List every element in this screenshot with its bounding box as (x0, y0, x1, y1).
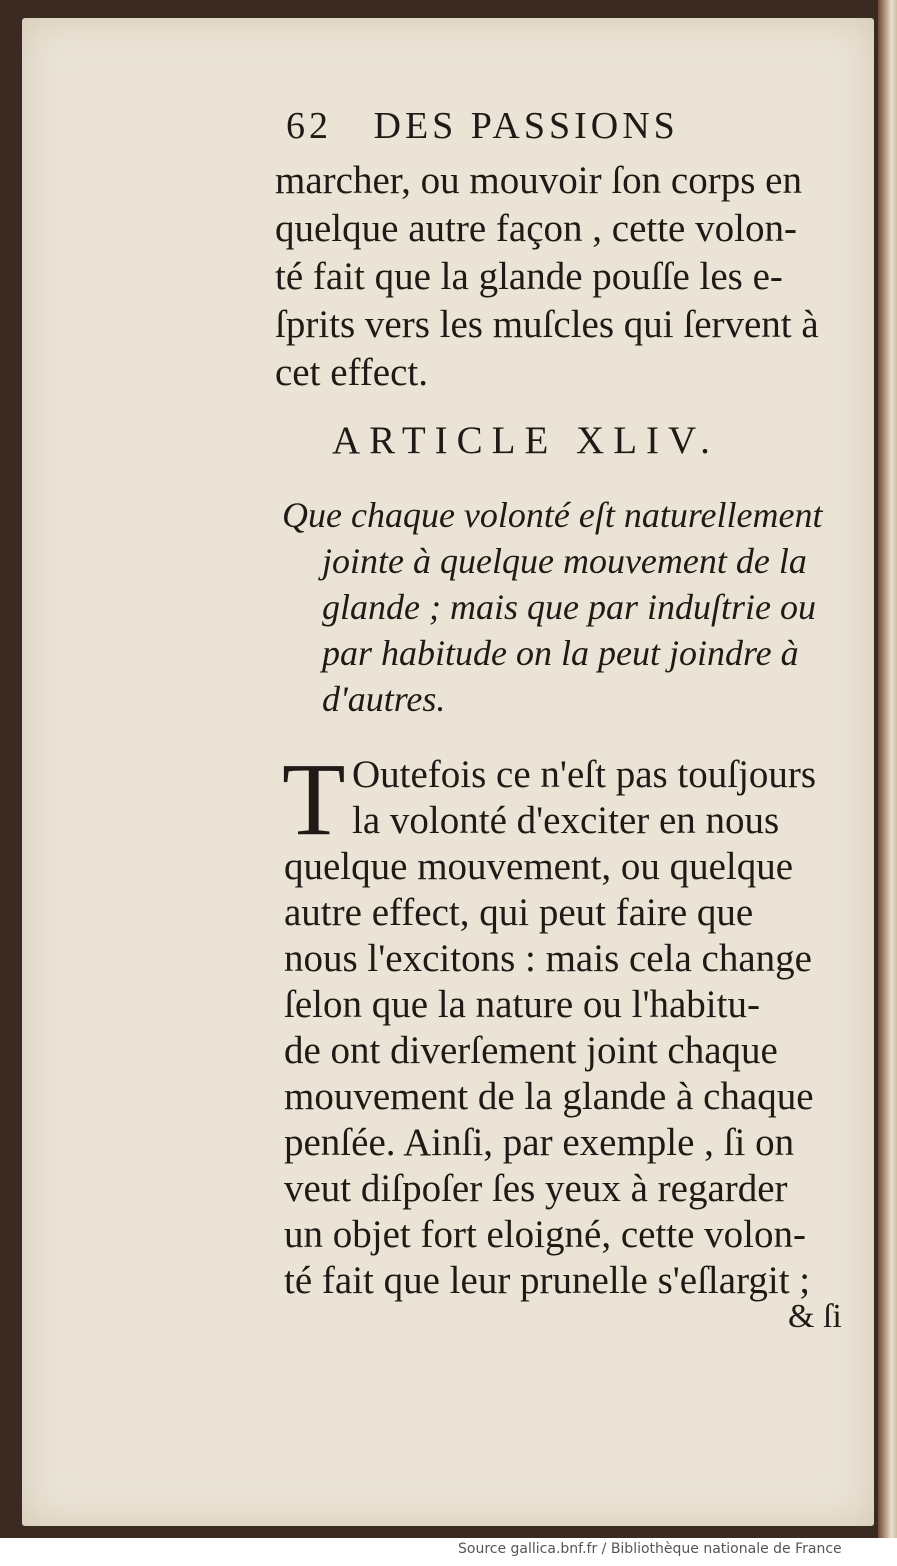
text-line: té fait que la glande pouſſe les e- (275, 255, 783, 298)
text-line: un objet fort eloigné, cette volon- (284, 1213, 807, 1256)
article-summary-line: jointe à quelque mouvement de la (322, 541, 807, 581)
article-summary-line: Que chaque volonté eſt naturellement (282, 495, 823, 535)
text-line: la volonté d'exciter en nous (352, 799, 780, 842)
text-line: quelque mouvement, ou quelque (284, 845, 794, 888)
text-line: Outefois ce n'eſt pas touſjours (352, 753, 817, 796)
running-header (286, 104, 679, 148)
page-number: 62 (286, 105, 332, 147)
article-summary-line: d'autres. (322, 679, 446, 719)
text-line: cet effect. (275, 351, 428, 394)
article-summary-line: glande ; mais que par induſtrie ou (322, 587, 816, 627)
article-summary-line: par habitude on la peut joindre à (322, 633, 799, 673)
article-heading: ARTICLE XLIV. (332, 419, 719, 462)
text-line: veut diſpoſer ſes yeux à regarder (284, 1167, 788, 1210)
text-line: ſelon que la nature ou l'habitu- (284, 983, 760, 1026)
text-line: quelque autre façon , cette volon- (275, 207, 797, 250)
text-line: ſprits vers les muſcles qui ſervent à (275, 303, 819, 346)
text-line: mouvement de la glande à chaque (284, 1075, 814, 1118)
book-page-edges (878, 0, 897, 1538)
catchword: & ſi (788, 1298, 842, 1335)
drop-cap: T (282, 742, 346, 857)
text-line: de ont diverſement joint chaque (284, 1029, 778, 1072)
text-line: marcher, ou mouvoir ſon corps en (275, 159, 802, 202)
source-credit: Source gallica.bnf.fr / Bibliothèque nationale de France (458, 1541, 842, 1557)
text-line: autre effect, qui peut faire que (284, 891, 754, 934)
text-line: penſée. Ainſi, par exemple , ſi on (284, 1121, 795, 1164)
text-line: té fait que leur prunelle s'eſlargit ; (284, 1259, 811, 1302)
running-title: DES PASSIONS (373, 105, 679, 147)
text-line: nous l'excitons : mais cela change (284, 937, 812, 980)
